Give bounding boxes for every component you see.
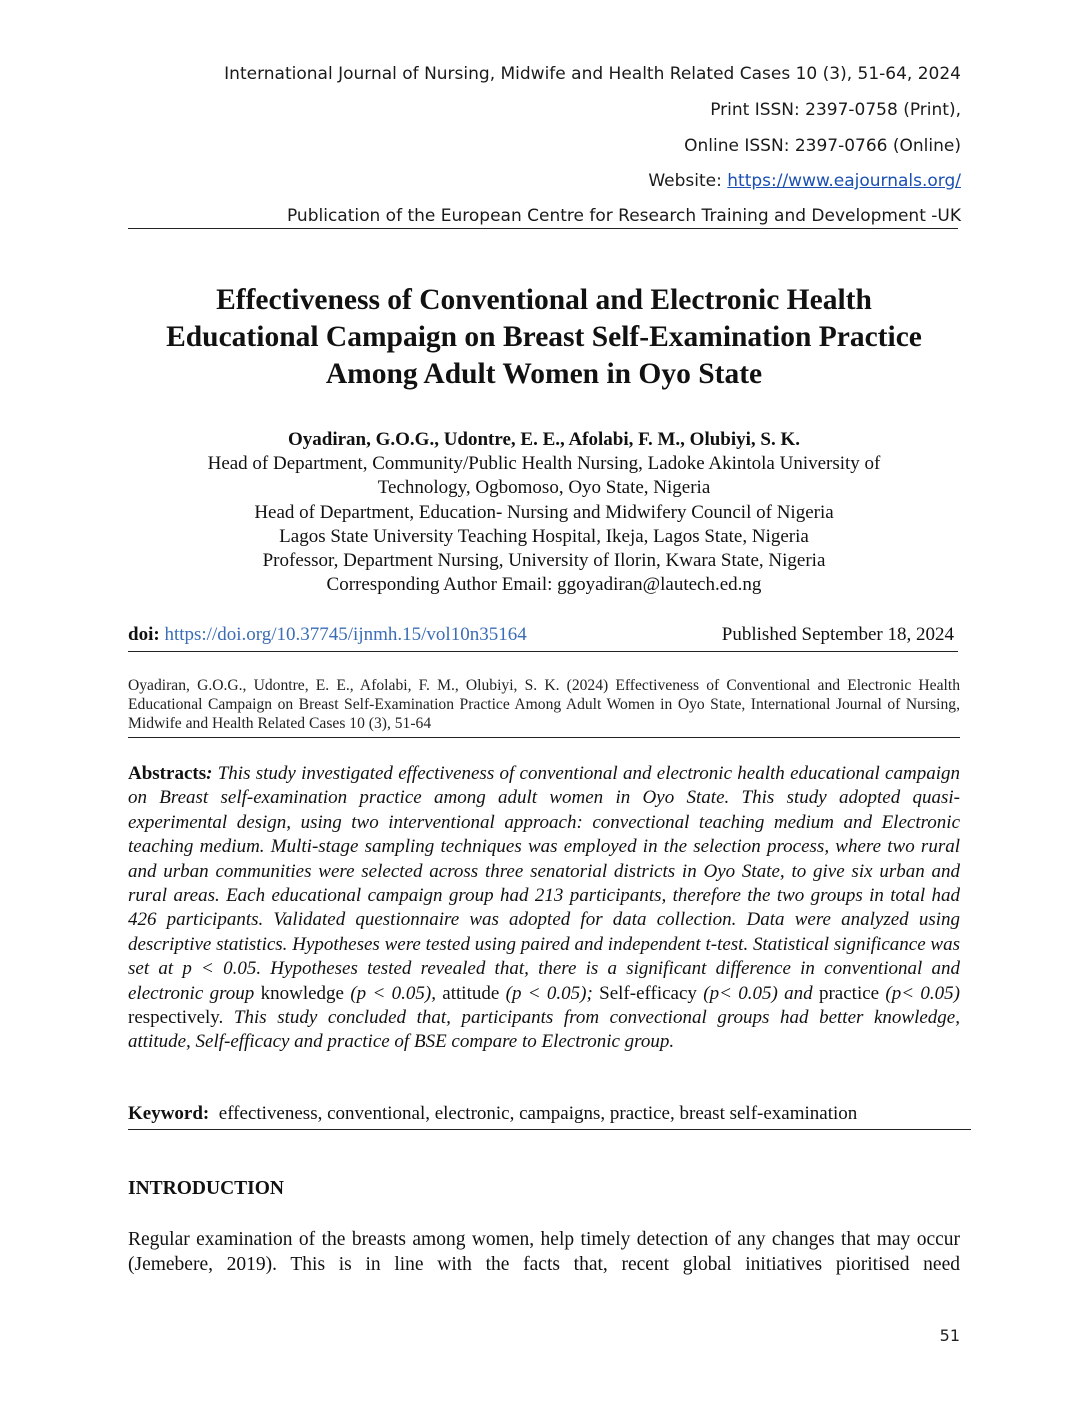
title-line: Among Adult Women in Oyo State: [325, 358, 763, 390]
affiliation-line: Head of Department, Education- Nursing and Midwifery Council of Nigeria: [254, 501, 834, 523]
keyword-line: [128, 1103, 968, 1125]
affiliation-line: Lagos State University Teaching Hospital, Ikeja, Lagos State, Nigeria: [279, 525, 809, 547]
abstract-text: This study concluded that, participants from convectional groups had better knowledge, attitude, Self-efficacy and practice of BSE compare to Electronic group.: [128, 1007, 960, 1053]
doi-link[interactable]: https://doi.org/10.37745/ijnmh.15/vol10n35164: [164, 624, 527, 645]
website-link[interactable]: https://www.eajournals.org/: [727, 171, 961, 191]
abstract-colon: :: [206, 763, 213, 784]
page-number: 51: [939, 1326, 960, 1345]
affiliation-line: Technology, Ogbomoso, Oyo State, Nigeria: [377, 477, 711, 499]
abstract-text: This study investigated effectiveness of conventional and electronic health educational campaign on Breast self-examination practice among adult women in Oyo State. This study adopted quasi-experimental design, using two interventional approach: convectional teaching medium and Electronic teaching medium. Multi-stage sampling techniques was employed in the selection process, where two rural and urban communities were selected across three senatorial districts in Oyo State, to give six urban and rural areas. Each educational campaign group had 213 participants, therefore the two groups in total had 426 participants. Validated questionnaire was adopted for data collection. Data were analyzed using descriptive statistics. Hypotheses were tested using paired and independent t-test. Statistical significance was set at p < 0.05. Hypotheses tested revealed that, there is a significant difference in conventional and electronic group: [128, 763, 960, 1004]
abstract-word: attitude: [442, 982, 500, 1004]
abstract-text: (p< 0.05) and: [696, 982, 819, 1004]
section-heading: INTRODUCTION: [128, 1178, 285, 1199]
header-divider: [128, 228, 958, 229]
journal-line: International Journal of Nursing, Midwife and Health Related Cases 10 (3), 51-64, 2024: [224, 64, 961, 84]
author-names: Oyadiran, G.O.G., Udontre, E. E., Afolabi, F. M., Olubiyi, S. K.: [287, 429, 801, 450]
abstract-word: practice: [818, 982, 880, 1004]
intro-paragraph: Regular examination of the breasts among women, help timely detection of any changes that may occur (Jemebere, 2019). This is in line with the facts that, recent global initiatives pioritised need: [128, 1229, 960, 1275]
abstract-label: Abstracts: [128, 763, 207, 784]
abstract: [128, 762, 960, 1055]
publisher-line: Publication of the European Centre for Research Training and Development -UK: [286, 206, 961, 226]
keyword-list: effectiveness, conventional, electronic, campaigns, practice, breast self-examination: [209, 1103, 858, 1124]
abstract-word: Self-efficacy: [599, 982, 697, 1004]
website-line: [648, 171, 961, 191]
title-line: Educational Campaign on Breast Self-Examination Practice: [166, 321, 922, 353]
online-issn: Online ISSN: 2397-0766 (Online): [684, 136, 961, 156]
abstract-text: (p < 0.05);: [499, 982, 600, 1004]
abstract-text: (p < 0.05),: [344, 982, 443, 1004]
citation-text: Oyadiran, G.O.G., Udontre, E. E., Afolabi, F. M., Olubiyi, S. K. (2024) Effectiveness of Conventional and Electronic Health Educational Campaign on Breast Self-Examination Practice Among Adult Women in Oyo State, International Journal of Nursing, Midwife and Health Related Cases 10 (3), 51-64: [128, 677, 960, 732]
abstract-text: (p< 0.05): [879, 982, 960, 1004]
affiliation-line: Head of Department, Community/Public Health Nursing, Ladoke Akintola University of: [207, 453, 881, 475]
website-label: Website:: [648, 171, 728, 191]
doi-line: [128, 624, 958, 646]
keyword-divider: [128, 1129, 971, 1130]
doi-label: doi:: [128, 624, 160, 645]
author-block: [128, 428, 960, 597]
doi-divider: [128, 651, 958, 652]
abstract-word: respectively.: [128, 1007, 224, 1029]
title-line: Effectiveness of Conventional and Electronic Health: [216, 284, 872, 316]
paper-title: [120, 282, 968, 393]
published-date: Published September 18, 2024: [721, 624, 954, 645]
affiliation-line: Professor, Department Nursing, University of Ilorin, Kwara State, Nigeria: [262, 550, 826, 572]
abstract-word: knowledge: [260, 982, 344, 1004]
keyword-label: Keyword:: [128, 1103, 210, 1124]
citation-divider: [128, 737, 960, 738]
corresponding-email: Corresponding Author Email: ggoyadiran@lautech.ed.ng: [326, 574, 762, 596]
print-issn: Print ISSN: 2397-0758 (Print),: [710, 100, 961, 120]
